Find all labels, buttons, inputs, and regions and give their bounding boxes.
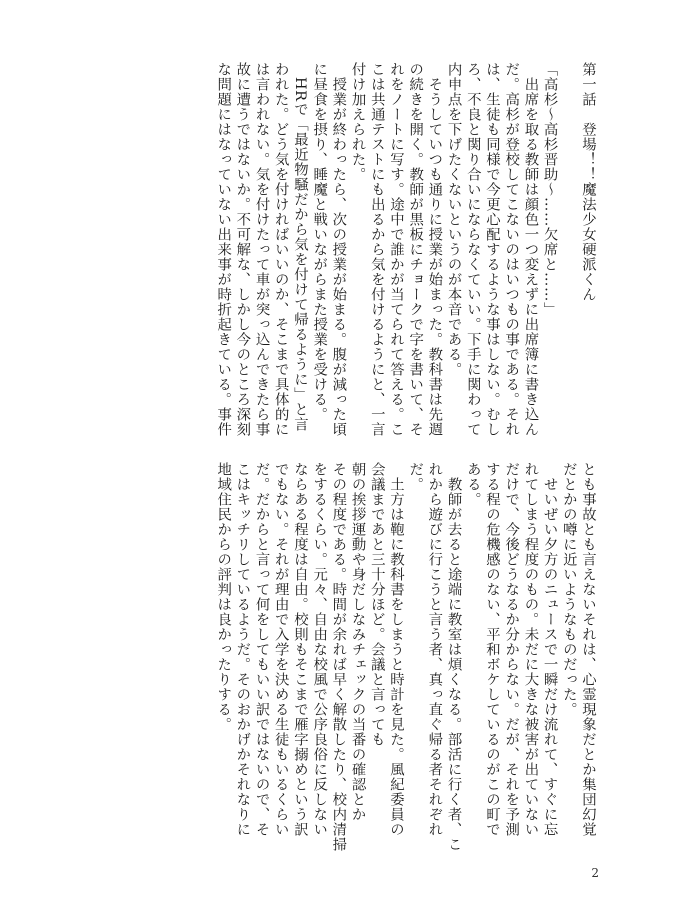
text-column: そうしていつも通りに授業が始まった。教科書は先週 — [426, 62, 443, 437]
upper-text-block — [91, 62, 597, 437]
text-column — [559, 62, 578, 434]
text-column: だ。だからと言って何をしてもいい訳ではないので、そ — [253, 462, 270, 837]
text-column: だ。 — [407, 462, 424, 492]
text-column: れから遊びに行こうと言う者、真っ直ぐ帰る者それぞれ — [426, 462, 443, 837]
text-column: 出席を取る教師は顔色一つ変えずに出席簿に書き込ん — [522, 62, 539, 437]
text-column: こはキッチリしているようだ。そのおかげかそれなりに — [234, 462, 251, 837]
text-column: せいぜい夕方のニュースで一瞬だけ流れて、すぐに忘 — [541, 462, 558, 837]
text-column: は、生徒も同様で今更心配するような事はしない。むし — [483, 62, 500, 437]
text-column: れてしまう程度のもの。未だに大きな被害が出ていない — [522, 462, 539, 837]
text-column: れをノートに写す。途中で誰かが当てられて答える。こ — [387, 62, 404, 437]
text-column: の続きを開く。教師が黒板にチョークで字を書いて、そ — [407, 62, 424, 437]
text-column: 朝の挨拶運動や身だしなみチェックの当番の確認とか — [349, 462, 366, 822]
text-column: 付け加えられた。 — [349, 62, 366, 182]
text-column: 第一話 登場！！魔法少女硬派くん — [580, 62, 596, 302]
text-column: 地域住民からの評判は良かったりする。 — [215, 462, 232, 732]
text-column: 会議まであと三十分ほど。会議と言っても — [368, 462, 385, 747]
text-column: ある。 — [464, 462, 481, 507]
lower-text-block — [91, 462, 597, 852]
text-column: する程の危機感のない、平和ボケしているのがこの町で — [483, 462, 500, 837]
text-column: ならある程度は自由。校則もそこまで雁字搦めという訳 — [291, 462, 308, 837]
text-column: 授業が終わったら、次の授業が始まる。腹が減った頃 — [330, 62, 347, 437]
text-column: 故に遭うではないか。不可解な、しかし今のところ深刻 — [234, 62, 251, 437]
text-column: は言われない。気を付けたって車が突っ込んできたら事 — [253, 62, 270, 437]
text-column: だ。高杉が登校してこないのはいつもの事である。それ — [503, 62, 520, 437]
text-column: だとかの噂に近いようなものだった。 — [560, 462, 577, 717]
text-column: 内申点を下げたくないというのが本音である。 — [445, 62, 462, 377]
text-column: 土方は鞄に教科書をしまうと時計を見た。風紀委員の — [387, 462, 404, 837]
text-column: われた。どう気を付ければいいのか、そこまで具体的に — [272, 62, 289, 437]
text-column: 「高杉〜高杉晋助〜……欠席と……」 — [541, 62, 558, 317]
text-column: HRで「最近物騒だから気を付けて帰るように」と言 — [291, 62, 308, 432]
text-column: こは共通テストにも出るから気を付けるようにと、一言 — [368, 62, 385, 437]
text-column: をするくらい。元々、自由な校風で公序良俗に反しない — [311, 462, 328, 837]
page-number: 2 — [591, 866, 599, 880]
text-column: 教師が去ると途端に教室は煩くなる。部活に行く者、こ — [445, 462, 462, 852]
text-column: ろ、不良と関り合いにならなくていい。下手に関わって — [464, 62, 481, 437]
text-column: とも事故とも言えないそれは、心霊現象だとか集団幻覚 — [580, 462, 596, 837]
text-column: でもない。それが理由で入学を決める生徒もいるくらい — [272, 462, 289, 837]
text-column: な問題にはなっていない出来事が時折起きている。事件 — [215, 62, 232, 437]
text-column: に昼食を摂り、睡魔と戦いながらまた授業を受ける。 — [311, 62, 328, 422]
text-column: その程度である。時間が余れば早く解散したり、校内清掃 — [330, 462, 347, 852]
text-column: だけで、今後どうなるか分からない。だが、それを予測 — [503, 462, 520, 837]
